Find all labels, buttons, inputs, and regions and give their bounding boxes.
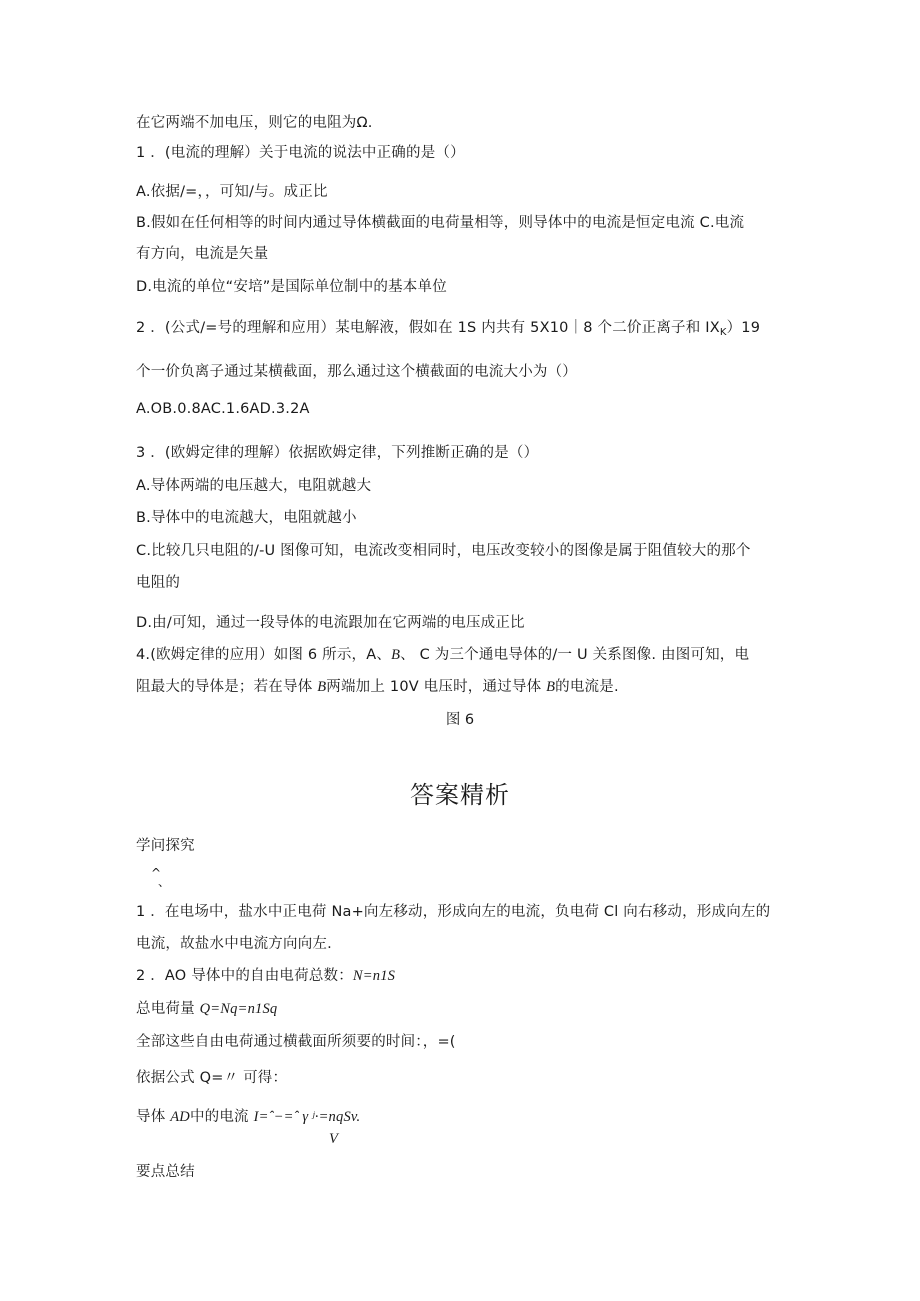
answers-title: 答案精析 [410, 781, 510, 809]
question-1-option-a: A.依据/=，，可知/与。成正比 [136, 184, 328, 200]
question-4-text: 阻最大的导体是；若在导体 [136, 679, 318, 695]
intro-line: 在它两端不加电压，则它的电阻为Ω. [136, 115, 373, 131]
question-1-option-b: B.假如在任何相等的时间内通过导体横截面的电荷量相等，则导体中的电流是恒定电流 C.电流 [136, 215, 745, 231]
question-3-stem: 3 ．(欧姆定律的理解）依据欧姆定律，下列推断正确的是（） [136, 445, 539, 461]
conductor-b-label: B [391, 647, 401, 663]
question-4-text: 两端加上 10V 电压时，通过导体 [326, 679, 547, 695]
answers-heading-knowledge: 学问探究 [136, 838, 195, 854]
question-3-option-d: D.由/可知，通过一段导体的电流跟加在它两端的电压成正比 [136, 615, 525, 631]
question-3-option-c: C.比较几只电阻的/-U 图像可知，电流改变相同时，电压改变较小的图像是属于阻值较大的那个 [136, 543, 751, 559]
question-4-text: 、 C 为三个通电导体的/一 U 关系图像. 由图可知，电 [400, 647, 750, 663]
figure-caption: 图 6 [445, 712, 475, 728]
conductor-b-label: B [317, 679, 327, 695]
mark-caret: ^ [151, 866, 162, 880]
question-3-option-b: B.导体中的电流越大，电阻就越小 [136, 510, 357, 526]
question-2-stem [136, 318, 760, 343]
answer-2-formula-line: 依据公式 Q=〃 可得： [136, 1070, 288, 1086]
answers-heading-summary: 要点总结 [136, 1164, 195, 1180]
question-2-stem-line2: 个一价负离子通过某横截面，那么通过这个横截面的电流大小为（） [136, 364, 577, 380]
question-2-options: A.OB.0.8AC.1.6AD.3.2A [136, 401, 310, 417]
answer-2-charge [136, 999, 277, 1019]
question-4-line1 [136, 645, 749, 665]
question-1-option-d: D.电流的单位“安培”是国际单位制中的基本单位 [136, 279, 447, 295]
answer-2-time: 全部这些自由电荷通过横截面所须要的时间：，=( [136, 1034, 456, 1050]
mark-comma: 、 [158, 875, 171, 889]
formula-current: I=ˆ−=ˆ γ ʲ·=nqSv. [253, 1109, 361, 1125]
question-3-option-a: A.导体两端的电压越大，电阻就越大 [136, 478, 372, 494]
answer-2-current [136, 1107, 360, 1127]
answer-2-line1 [136, 966, 395, 986]
question-2-stem-part2: ）19 [726, 320, 761, 336]
formula-total-charge: Q=Nq=n1Sq [199, 1001, 278, 1017]
answer-2-label: 2 ．AO 导体中的自由电荷总数： [136, 968, 353, 984]
question-2-stem-subscript: K [719, 327, 727, 338]
conductor-b-label: B [546, 679, 556, 695]
charge-label: 总电荷量 [136, 1001, 200, 1017]
question-4-text: 的电流是. [555, 679, 619, 695]
question-2-stem-part1: 2 ．(公式/=号的理解和应用）某电解液，假如在 1S 内共有 5X10｜8 个二价正离子和 IX [136, 320, 720, 336]
conductor-ad-label: AD [170, 1109, 190, 1125]
formula-charge-count: N=n1S [352, 968, 396, 984]
question-4-line2 [136, 677, 619, 697]
answer-1-line2: 电流，故盐水中电流方向向左. [136, 936, 332, 952]
current-label: 导体 [136, 1109, 171, 1125]
question-1-stem: 1 ．(电流的理解）关于电流的说法中正确的是（） [136, 145, 465, 161]
question-4-text: 4.(欧姆定律的应用）如图 6 所示，A、 [136, 647, 392, 663]
question-3-option-c-cont: 电阻的 [136, 575, 181, 591]
formula-denominator: V [329, 1131, 339, 1147]
answer-1-line1: 1 ．在电场中，盐水中正电荷 Na+向左移动，形成向左的电流，负电荷 Cl 向右移动，形成向左的 [136, 904, 771, 920]
question-1-option-c-cont: 有方向，电流是矢量 [136, 246, 269, 262]
current-label: 中的电流 [189, 1109, 254, 1125]
